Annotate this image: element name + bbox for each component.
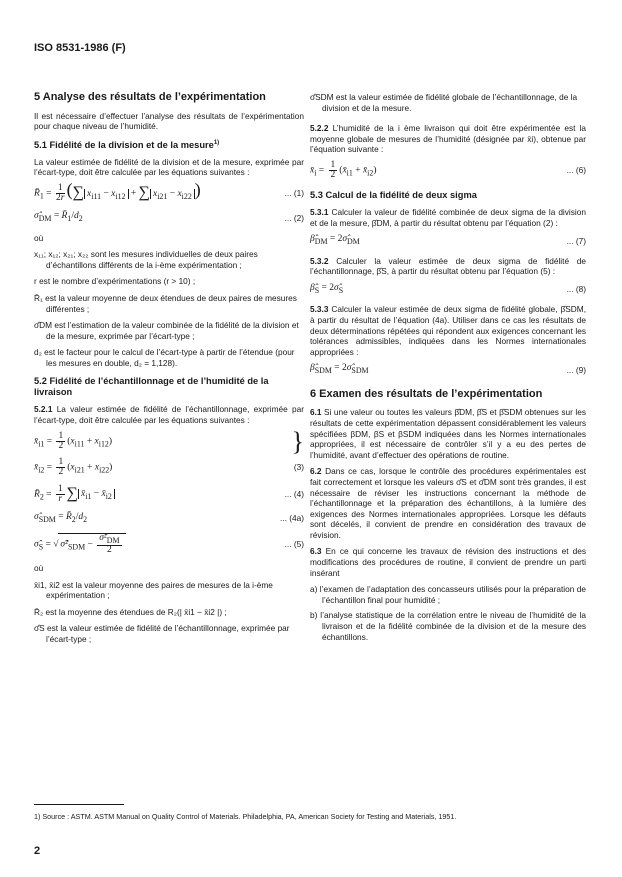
section-5-paragraph: Il est nécessaire d’effectuer l’analyse des résultats de l’expérimentation pour chaque niveau de l’humidité. <box>34 110 304 132</box>
section-5-3-1-paragraph: 5.3.1 Calculer la valeur de fidélité combinée de deux sigma de la division et de la mesure, β̂DM, à partir du résultat obtenu par l’équation (2) : <box>310 206 586 228</box>
page-number: 2 <box>34 845 41 857</box>
section-6-2-number: 6.2 <box>310 466 322 477</box>
section-5-1-paragraph: La valeur estimée de fidélité de la division et de la mesure, exprimée par l’écart-type, doit être calculée par les équations suivantes : <box>34 156 304 178</box>
where-label-2: où <box>34 563 44 574</box>
right-column <box>310 92 586 648</box>
section-5-2-1-paragraph: 5.2.1 La valeur estimée de fidélité de l’échantillonnage, exprimée par l’écart-type, doit être calculée par les équations suivantes : <box>34 404 304 426</box>
section-5-3-2-paragraph: 5.3.2 Calculer la valeur estimée de deux sigma de fidélité de l’échantillonnage, β̂S, à partir du résultat obtenu par l’équation (5) : <box>310 255 587 277</box>
section-6-3-paragraph: 6.3 En ce qui concerne les travaux de révision des instructions et des modifications des procédures de routine, il convient de prendre un parti insérant <box>310 546 586 578</box>
section-5-1-title: 5.1 Fidélité de la division et de la mesure$^{1)}$ <box>34 139 220 150</box>
section-5-3-3-number: 5.3.3 <box>310 304 329 315</box>
equation-6-number: ... (6) <box>566 165 586 176</box>
definition-r1: R̄₁ est la valeur moyenne de deux étendues de deux paires de mesures différentes ; <box>34 292 297 314</box>
equation-2-number: ... (2) <box>284 212 304 223</box>
definition-sigma-dm: σ̂DM est l’estimation de la valeur combinée de la fidélité de la division et de la mesure, exprimée par l’écart-type ; <box>34 320 299 341</box>
equation-9-number: ... (9) <box>566 364 586 375</box>
equation-2: $\sigmâ_{DM}$ = $R̄_1/d_2$ ... (2) <box>34 211 304 223</box>
section-5-2-1-number: 5.2.1 <box>34 404 53 415</box>
list-item-b: b) l’analyse statistique de la corrélation entre le niveau de l’humidité de la livraison et de la fidélité combinée de la division et de la mesure des échantillons. <box>310 610 586 642</box>
equation-4-number: ... (4) <box>284 488 304 499</box>
section-5-title: 5 Analyse des résultats de l’expérimentation <box>34 91 266 103</box>
section-5-3-title: 5.3 Calcul de la fidélité de deux sigma <box>310 189 477 200</box>
section-5-3-1-number: 5.3.1 <box>310 206 329 217</box>
equation-1-number: ... (1) <box>284 188 304 199</box>
section-5-2-2-number: 5.2.2 <box>310 123 329 134</box>
equation-3b: $x̄_{i2}$ = $\frac{1}{2}$ $(x_{i21} + x_{i22})$ (3) <box>34 456 304 477</box>
equation-3a: $x̄_{i1}$ = $\frac{1}{2}$ $(x_{i11} + x_{i12})$ } <box>34 426 304 456</box>
where-label: où <box>34 232 44 243</box>
equation-6: $x̄_i$ = $\frac{1}{2}$ ($x̄_{i1}$ + $x̄_{i2}$) ... (6) <box>310 159 586 180</box>
definition-xi: x̄i1, x̄i2 est la valeur moyenne des paires de mesures de la i-ème expérimentation ; <box>34 579 273 601</box>
equation-1: $R̄_1$ = $\frac{1}{2r}$ (∑ $x_{i11} - x_{i12}$ + ∑ $x_{i21} - x_{i22}$ ) ... (1) <box>34 179 304 204</box>
equation-8: $\betâ_S$ = $2\sigmâ_S$ ... (8) <box>310 282 586 295</box>
footnote-divider <box>34 804 124 805</box>
equation-8-number: ... (8) <box>566 284 586 295</box>
equation-5-number: ... (5) <box>284 538 304 549</box>
equation-7: $\betâ_{DM}$ = $2\sigmâ_{DM}$ ... (7) <box>310 234 586 247</box>
left-column <box>34 92 304 651</box>
section-6-2-paragraph: 6.2 Dans ce cas, lorsque le contrôle des procédures expérimentales est fait correctement et lorsque les valeurs σ̂S et σ̂DM sont très grandes, il est nécessaire de réviser les instructions concernant la méthode de l’échantillonnage et la préparation des échantillons, à la lumière des exigences des Normes internationales appropriées. Lorsque les défauts sont décelés, il convient de prendre en considération des travaux de révision. <box>310 466 586 540</box>
section-6-3-number: 6.3 <box>310 546 322 557</box>
footnote-ref: 1) <box>213 139 220 146</box>
section-5-2-2-paragraph: 5.2.2 L’humidité de la i ème livraison qui doit être expérimentée est la moyenne globale de mesures de l’humidité (désignée par x̄i), obtenue par l’équation suivante : <box>310 123 586 155</box>
section-5-2-title: 5.2 Fidélité de l’échantillonnage et de l’humidité de la livraison <box>34 376 269 398</box>
definition-r2: R̄₂ est la moyenne des étendues de R₂(| x̄i1 − x̄i2 |) ; <box>34 606 227 617</box>
equation-3-number: (3) <box>293 461 304 472</box>
equation-4a: $\sigmâ_{SDM}$ = $R̄_2/d_2$ ... (4a) <box>34 511 304 524</box>
definition-sigma-sdm: σ̂SDM est la valeur estimée de fidélité globale de l’échantillonnage, de la division et de la mesure. <box>310 92 578 113</box>
definition-x: x₁₁; x₁₂; x₂₁; x₂₂ sont les mesures individuelles de deux paires d’échantillons différents de la i-ème expérimentation ; <box>34 249 258 270</box>
definition-d2: d₂ est le facteur pour le calcul de l’écart-type à partir de l’étendue (pour les mesures en double, d₂ = 1,128). <box>34 347 295 368</box>
section-6-1-paragraph: 6.1 Si une valeur ou toutes les valeurs β̂DM, β̂S et β̂SDM obtenues sur les résultats de cette expérimentation dépassent considérablement les valeurs spécifiées βDM, βS et βSDM indiquées dans les Normes internationales appropriées, il est nécessaire de contrôler s’il y a eu des pertes de l’humidité, avant d’effectuer des opérations de routine. <box>310 407 586 460</box>
section-5-3-2-number: 5.3.2 <box>310 255 329 266</box>
equation-9: $\betâ_{SDM}$ = $2\sigmâ_{SDM}$ ... (9) <box>310 363 586 376</box>
equation-7-number: ... (7) <box>566 235 586 246</box>
equation-5: $\sigmâ_S$ = √ $\sigmâ^2_{SDM}$ − $\frac{\sigmâ^2_{DM}}{2}$ ... (5) <box>34 533 304 556</box>
equation-4a-number: ... (4a) <box>280 513 304 524</box>
list-item-a: a) l’examen de l’adaptation des concasseurs utilisés pour la préparation de l’échantillon final pour humidité ; <box>310 584 586 605</box>
section-6-1-number: 6.1 <box>310 407 322 418</box>
document-header: ISO 8531-1986 (F) <box>34 42 126 54</box>
equation-4: $R̄_2$ = $\frac{1}{r}$ ∑ $x̄_{i1}$ − $x̄_{i2}$ ... (4) <box>34 483 304 504</box>
section-5-3-3-paragraph: 5.3.3 Calculer la valeur estimée de deux sigma de fidélité globale, β̂SDM, à partir du résultat de l’équation (4a). Utiliser dans ce cas les résultats de deux déterminations répétées qui répondent aux exigences concernant les tolérances admissibles, indiquées dans les Normes internationales appropriées : <box>310 304 587 357</box>
footnote: 1) Source : ASTM. ASTM Manual on Quality Control of Materials. Philadelphia, PA, American Society for Testing and Materials, 1951. <box>34 812 457 821</box>
definition-sigma-s: σ̂S est la valeur estimée de fidélité de l’échantillonnage, exprimée par l’écart-type ; <box>34 623 290 645</box>
definition-r: r est le nombre d’expérimentations (r > 10) ; <box>34 276 196 287</box>
section-6-title: 6 Examen des résultats de l’expérimentation <box>310 387 543 400</box>
section-6-3-list <box>310 584 586 642</box>
